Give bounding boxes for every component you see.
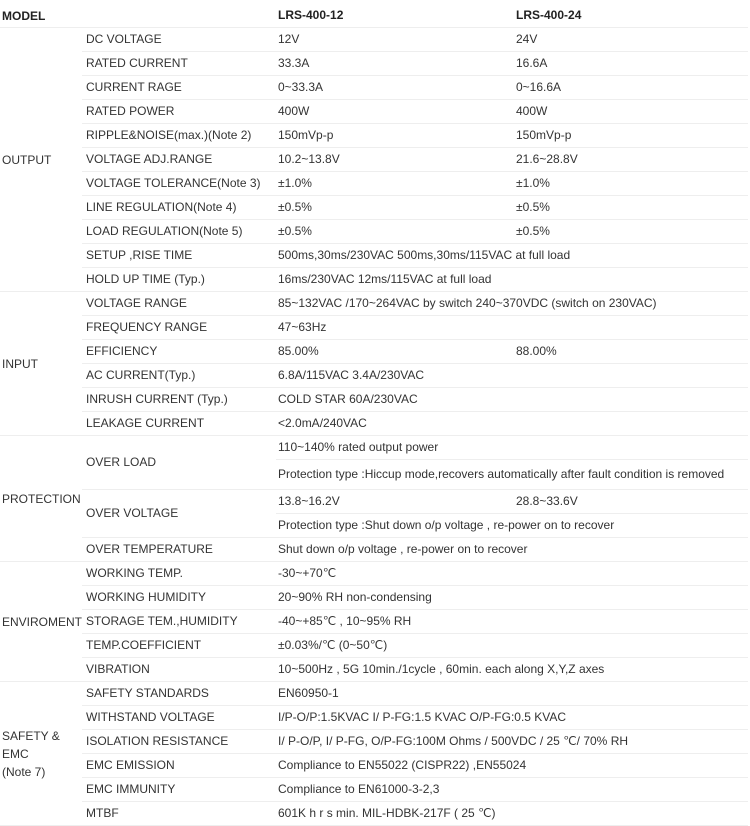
table-row (0, 172, 748, 196)
table-row (0, 292, 748, 316)
spec-label: MTBF (82, 802, 276, 826)
spec-value-24: 16.6A (514, 52, 748, 76)
spec-value-24: 88.00% (514, 340, 748, 364)
spec-value-both: 16ms/230VAC 12ms/115VAC at full load (276, 268, 748, 292)
spec-label: FREQUENCY RANGE (82, 316, 276, 340)
spec-label: ISOLATION RESISTANCE (82, 730, 276, 754)
spec-value-both: Shut down o/p voltage , re-power on to recover (276, 538, 748, 562)
spec-value-both: Protection type :Hiccup mode,recovers automatically after fault condition is removed (276, 460, 748, 490)
spec-value-both: I/ P-O/P, I/ P-FG, O/P-FG:100M Ohms / 500VDC / 25 ℃/ 70% RH (276, 730, 748, 754)
spec-value-24: ±1.0% (514, 172, 748, 196)
spec-label: OVER VOLTAGE (82, 490, 276, 538)
table-row (0, 802, 748, 826)
spec-label: OVER TEMPERATURE (82, 538, 276, 562)
spec-value-both: 10~500Hz , 5G 10min./1cycle , 60min. each along X,Y,Z axes (276, 658, 748, 682)
spec-value-both: 110~140% rated output power (276, 436, 748, 460)
spec-label: STORAGE TEM.,HUMIDITY (82, 610, 276, 634)
table-row (0, 364, 748, 388)
category-output: OUTPUT (0, 28, 82, 292)
spec-value-both: ±0.03%/℃ (0~50℃) (276, 634, 748, 658)
spec-label: TEMP.COEFFICIENT (82, 634, 276, 658)
spec-label: HOLD UP TIME (Typ.) (82, 268, 276, 292)
spec-value-12: ±0.5% (276, 220, 514, 244)
spec-label: SETUP ,RISE TIME (82, 244, 276, 268)
spec-value-24: 0~16.6A (514, 76, 748, 100)
category-input: INPUT (0, 292, 82, 436)
table-row (0, 706, 748, 730)
spec-value-both: EN60950-1 (276, 682, 748, 706)
spec-label: VOLTAGE TOLERANCE(Note 3) (82, 172, 276, 196)
header-row (0, 4, 748, 28)
spec-label: LOAD REGULATION(Note 5) (82, 220, 276, 244)
table-row (0, 220, 748, 244)
table-row (0, 562, 748, 586)
spec-label: LINE REGULATION(Note 4) (82, 196, 276, 220)
spec-value-12: 0~33.3A (276, 76, 514, 100)
spec-value-both: Protection type :Shut down o/p voltage , re-power on to recover (276, 514, 748, 538)
spec-value-both: COLD STAR 60A/230VAC (276, 388, 748, 412)
table-row (0, 28, 748, 52)
table-row (0, 490, 748, 514)
spec-label: WORKING TEMP. (82, 562, 276, 586)
table-row (0, 778, 748, 802)
table-row (0, 658, 748, 682)
table-row (0, 634, 748, 658)
spec-value-24: 21.6~28.8V (514, 148, 748, 172)
table-row (0, 148, 748, 172)
spec-value-both: 85~132VAC /170~264VAC by switch 240~370VDC (switch on 230VAC) (276, 292, 748, 316)
model-label: MODEL (0, 4, 82, 28)
table-row (0, 586, 748, 610)
spec-value-both: I/P-O/P:1.5KVAC I/ P-FG:1.5 KVAC O/P-FG:0.5 KVAC (276, 706, 748, 730)
table-row (0, 340, 748, 364)
spec-label: VOLTAGE ADJ.RANGE (82, 148, 276, 172)
spec-value-both: <2.0mA/240VAC (276, 412, 748, 436)
table-row (0, 316, 748, 340)
safety-line: SAFETY & (2, 728, 60, 743)
spec-value-24: 400W (514, 100, 748, 124)
table-row (0, 76, 748, 100)
table-row (0, 196, 748, 220)
spec-value-both: Compliance to EN61000-3-2,3 (276, 778, 748, 802)
emc-line: EMC (2, 746, 29, 761)
spec-value-12: 13.8~16.2V (276, 490, 514, 514)
spec-value-both: Compliance to EN55022 (CISPR22) ,EN55024 (276, 754, 748, 778)
model-12-header: LRS-400-12 (276, 4, 514, 28)
spec-value-both: 47~63Hz (276, 316, 748, 340)
table-row (0, 412, 748, 436)
spec-value-12: 10.2~13.8V (276, 148, 514, 172)
spec-value-24: ±0.5% (514, 196, 748, 220)
table-row (0, 754, 748, 778)
spec-label: EFFICIENCY (82, 340, 276, 364)
spec-label: VIBRATION (82, 658, 276, 682)
table-row (0, 538, 748, 562)
spec-value-both: 601K h r s min. MIL-HDBK-217F ( 25 ℃) (276, 802, 748, 826)
table-row (0, 730, 748, 754)
table-row (0, 436, 748, 460)
model-24-header: LRS-400-24 (514, 4, 748, 28)
table-row (0, 124, 748, 148)
spec-label: CURRENT RAGE (82, 76, 276, 100)
table-row (0, 244, 748, 268)
spec-value-12: 85.00% (276, 340, 514, 364)
spec-label: LEAKAGE CURRENT (82, 412, 276, 436)
table-row (0, 268, 748, 292)
spec-label: DC VOLTAGE (82, 28, 276, 52)
spec-label: SAFETY STANDARDS (82, 682, 276, 706)
header-spacer (82, 4, 276, 28)
spec-value-12: ±1.0% (276, 172, 514, 196)
note-line: (Note 7) (2, 764, 46, 779)
table-row (0, 388, 748, 412)
spec-value-both: 500ms,30ms/230VAC 500ms,30ms/115VAC at full load (276, 244, 748, 268)
spec-label: RATED POWER (82, 100, 276, 124)
spec-value-12: 150mVp-p (276, 124, 514, 148)
category-environment: ENVIROMENT (0, 562, 82, 682)
table-row (0, 610, 748, 634)
spec-value-both: -40~+85℃ , 10~95% RH (276, 610, 748, 634)
spec-value-12: ±0.5% (276, 196, 514, 220)
spec-label: RIPPLE&NOISE(max.)(Note 2) (82, 124, 276, 148)
spec-label: AC CURRENT(Typ.) (82, 364, 276, 388)
table-row (0, 682, 748, 706)
spec-label: RATED CURRENT (82, 52, 276, 76)
spec-value-24: 24V (514, 28, 748, 52)
category-protection: PROTECTION (0, 436, 82, 562)
spec-label: WORKING HUMIDITY (82, 586, 276, 610)
table-row (0, 52, 748, 76)
spec-label: VOLTAGE RANGE (82, 292, 276, 316)
spec-label: WITHSTAND VOLTAGE (82, 706, 276, 730)
spec-label: OVER LOAD (82, 436, 276, 490)
spec-value-24: ±0.5% (514, 220, 748, 244)
spec-value-12: 400W (276, 100, 514, 124)
category-safety-emc (0, 682, 82, 826)
spec-table (0, 4, 748, 826)
spec-value-24: 28.8~33.6V (514, 490, 748, 514)
spec-value-both: 6.8A/115VAC 3.4A/230VAC (276, 364, 748, 388)
spec-label: EMC EMISSION (82, 754, 276, 778)
spec-value-24: 150mVp-p (514, 124, 748, 148)
spec-value-12: 33.3A (276, 52, 514, 76)
spec-value-both: 20~90% RH non-condensing (276, 586, 748, 610)
table-row (0, 100, 748, 124)
spec-value-both: -30~+70℃ (276, 562, 748, 586)
spec-label: EMC IMMUNITY (82, 778, 276, 802)
spec-label: INRUSH CURRENT (Typ.) (82, 388, 276, 412)
spec-value-12: 12V (276, 28, 514, 52)
